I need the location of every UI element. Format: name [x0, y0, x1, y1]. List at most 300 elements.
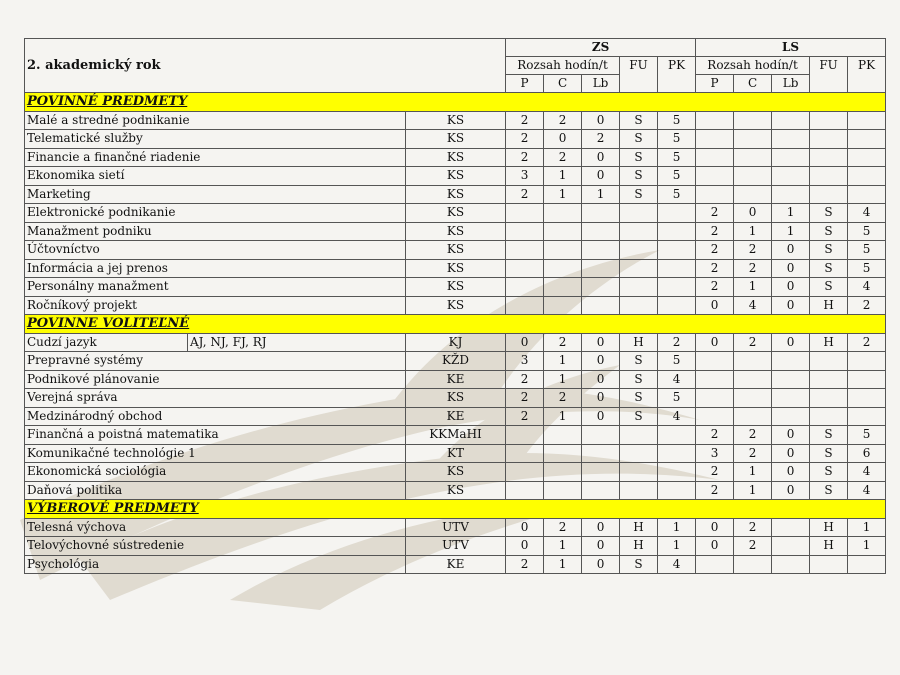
zs-lb-cell: 0: [582, 148, 620, 167]
department-code: KŽD: [406, 352, 506, 371]
ls-p-cell: [696, 407, 734, 426]
ls-pk-cell: [848, 352, 886, 371]
zs-p-header: P: [506, 75, 544, 93]
zs-c-cell: [544, 222, 582, 241]
ls-c-cell: 1: [734, 278, 772, 297]
ls-fu-cell: [810, 185, 848, 204]
course-name: Telesná výchova: [25, 518, 406, 537]
table-row: [25, 259, 886, 278]
ls-fu-cell: H: [810, 296, 848, 315]
zs-c-cell: 1: [544, 185, 582, 204]
zs-fu-cell: S: [620, 185, 658, 204]
ls-p-cell: 2: [696, 222, 734, 241]
zs-c-cell: 1: [544, 537, 582, 556]
ls-lb-cell: [772, 537, 810, 556]
section-header-row: [25, 500, 886, 519]
course-name: Malé a stredné podnikanie: [25, 111, 406, 130]
zs-c-cell: [544, 426, 582, 445]
course-name: Finančná a poistná matematika: [25, 426, 406, 445]
zs-pk-cell: [658, 241, 696, 260]
zs-header: ZS: [506, 39, 696, 57]
zs-fu-cell: [620, 296, 658, 315]
zs-c-cell: [544, 481, 582, 500]
course-name: Financie a finančné riadenie: [25, 148, 406, 167]
ls-p-cell: [696, 148, 734, 167]
course-name: Podnikové plánovanie: [25, 370, 406, 389]
zs-p-cell: 0: [506, 537, 544, 556]
ls-pk-cell: [848, 167, 886, 186]
ls-fu-header: FU: [810, 57, 848, 93]
zs-lb-cell: [582, 259, 620, 278]
zs-fu-cell: [620, 463, 658, 482]
zs-fu-cell: S: [620, 130, 658, 149]
ls-lb-cell: [772, 167, 810, 186]
ls-fu-cell: S: [810, 222, 848, 241]
department-code: KE: [406, 407, 506, 426]
department-code: KS: [406, 278, 506, 297]
zs-fu-cell: [620, 444, 658, 463]
zs-c-cell: 1: [544, 407, 582, 426]
ls-lb-cell: [772, 518, 810, 537]
zs-pk-cell: 5: [658, 167, 696, 186]
ls-fu-cell: [810, 370, 848, 389]
zs-fu-cell: S: [620, 389, 658, 408]
ls-pk-cell: [848, 185, 886, 204]
ls-pk-cell: 4: [848, 204, 886, 223]
course-name: Personálny manažment: [25, 278, 406, 297]
zs-lb-cell: [582, 296, 620, 315]
ls-lb-cell: [772, 148, 810, 167]
ls-lb-cell: 0: [772, 296, 810, 315]
zs-fu-header: FU: [620, 57, 658, 93]
course-name: Elektronické podnikanie: [25, 204, 406, 223]
ls-c-cell: 4: [734, 296, 772, 315]
zs-pk-cell: [658, 481, 696, 500]
ls-p-cell: 2: [696, 241, 734, 260]
ls-c-cell: [734, 555, 772, 574]
zs-c-cell: 2: [544, 148, 582, 167]
course-name: Verejná správa: [25, 389, 406, 408]
course-name: Manažment podniku: [25, 222, 406, 241]
ls-pk-cell: 5: [848, 222, 886, 241]
ls-p-cell: [696, 185, 734, 204]
zs-c-cell: 2: [544, 111, 582, 130]
ls-lb-cell: 0: [772, 444, 810, 463]
zs-pk-cell: 1: [658, 537, 696, 556]
course-name: Ekonomická sociológia: [25, 463, 406, 482]
department-code: KS: [406, 111, 506, 130]
ls-p-cell: [696, 370, 734, 389]
table-row: [25, 278, 886, 297]
zs-pk-cell: 4: [658, 555, 696, 574]
department-code: KS: [406, 241, 506, 260]
table-row: [25, 407, 886, 426]
ls-pk-cell: [848, 389, 886, 408]
zs-p-cell: [506, 204, 544, 223]
zs-p-cell: 2: [506, 111, 544, 130]
zs-lb-cell: 0: [582, 389, 620, 408]
ls-c-header: C: [734, 75, 772, 93]
ls-fu-cell: [810, 555, 848, 574]
table-row: [25, 111, 886, 130]
ls-c-cell: 2: [734, 241, 772, 260]
zs-p-cell: [506, 259, 544, 278]
zs-p-cell: 2: [506, 185, 544, 204]
zs-c-cell: [544, 259, 582, 278]
zs-lb-cell: [582, 444, 620, 463]
ls-fu-cell: S: [810, 481, 848, 500]
ls-fu-cell: H: [810, 518, 848, 537]
course-name: Medzinárodný obchod: [25, 407, 406, 426]
zs-pk-header: PK: [658, 57, 696, 93]
zs-pk-cell: [658, 463, 696, 482]
zs-fu-cell: S: [620, 352, 658, 371]
section-title: VÝBEROVÉ PREDMETY: [25, 500, 886, 519]
course-name: Ročníkový projekt: [25, 296, 406, 315]
table-row: [25, 370, 886, 389]
ls-p-cell: [696, 555, 734, 574]
ls-c-cell: 2: [734, 426, 772, 445]
zs-c-cell: 2: [544, 389, 582, 408]
ls-pk-cell: 4: [848, 463, 886, 482]
ls-pk-cell: [848, 148, 886, 167]
ls-fu-cell: [810, 111, 848, 130]
ls-c-cell: 2: [734, 518, 772, 537]
zs-fu-cell: H: [620, 537, 658, 556]
zs-fu-cell: [620, 259, 658, 278]
zs-fu-cell: S: [620, 167, 658, 186]
zs-fu-cell: S: [620, 407, 658, 426]
zs-fu-cell: [620, 241, 658, 260]
course-name: Prepravné systémy: [25, 352, 406, 371]
ls-c-cell: 2: [734, 333, 772, 352]
ls-pk-cell: 5: [848, 241, 886, 260]
ls-c-cell: [734, 167, 772, 186]
zs-p-cell: [506, 278, 544, 297]
ls-p-cell: 2: [696, 463, 734, 482]
zs-p-cell: 0: [506, 333, 544, 352]
zs-lb-cell: [582, 204, 620, 223]
ls-p-cell: 0: [696, 518, 734, 537]
zs-c-cell: [544, 444, 582, 463]
zs-p-cell: 3: [506, 352, 544, 371]
ls-fu-cell: S: [810, 204, 848, 223]
course-name: Daňová politika: [25, 481, 406, 500]
course-name: Telovýchovné sústredenie: [25, 537, 406, 556]
table-row: [25, 167, 886, 186]
section-title: POVINNE VOLITEĽNÉ: [25, 315, 886, 334]
department-code: KS: [406, 463, 506, 482]
zs-c-cell: [544, 204, 582, 223]
ls-fu-cell: S: [810, 463, 848, 482]
zs-p-cell: [506, 296, 544, 315]
department-code: KKMaHI: [406, 426, 506, 445]
ls-pk-cell: 5: [848, 259, 886, 278]
table-row: [25, 333, 886, 352]
table-row: [25, 537, 886, 556]
zs-lb-header: Lb: [582, 75, 620, 93]
page-title: 2. akademický rok: [25, 39, 506, 93]
ls-p-cell: 2: [696, 426, 734, 445]
table-row: [25, 204, 886, 223]
ls-fu-cell: [810, 407, 848, 426]
course-subtitle: AJ, NJ, FJ, RJ: [188, 333, 406, 352]
ls-fu-cell: H: [810, 537, 848, 556]
department-code: KS: [406, 130, 506, 149]
department-code: UTV: [406, 537, 506, 556]
ls-c-cell: 2: [734, 537, 772, 556]
zs-p-cell: [506, 444, 544, 463]
course-name: Cudzí jazyk: [25, 333, 188, 352]
zs-pk-cell: [658, 444, 696, 463]
ls-lb-cell: [772, 130, 810, 149]
zs-pk-cell: 5: [658, 352, 696, 371]
ls-rozsah-header: Rozsah hodín/t: [696, 57, 810, 75]
zs-p-cell: [506, 463, 544, 482]
department-code: KS: [406, 148, 506, 167]
table-row: [25, 148, 886, 167]
zs-p-cell: 2: [506, 130, 544, 149]
ls-fu-cell: [810, 130, 848, 149]
ls-fu-cell: S: [810, 426, 848, 445]
zs-lb-cell: [582, 463, 620, 482]
zs-p-cell: 0: [506, 518, 544, 537]
zs-p-cell: [506, 222, 544, 241]
ls-pk-cell: 1: [848, 518, 886, 537]
ls-pk-cell: [848, 130, 886, 149]
ls-p-cell: [696, 352, 734, 371]
curriculum-table-container: [24, 38, 883, 574]
zs-p-cell: 2: [506, 148, 544, 167]
zs-pk-cell: [658, 222, 696, 241]
table-row: [25, 518, 886, 537]
zs-lb-cell: [582, 426, 620, 445]
ls-p-cell: 0: [696, 537, 734, 556]
table-row: [25, 463, 886, 482]
ls-c-cell: 1: [734, 222, 772, 241]
ls-pk-cell: 4: [848, 481, 886, 500]
zs-lb-cell: [582, 481, 620, 500]
ls-c-cell: [734, 130, 772, 149]
zs-fu-cell: [620, 222, 658, 241]
zs-pk-cell: [658, 426, 696, 445]
table-row: [25, 241, 886, 260]
ls-pk-cell: 5: [848, 426, 886, 445]
ls-c-cell: [734, 352, 772, 371]
ls-c-cell: [734, 185, 772, 204]
department-code: KE: [406, 370, 506, 389]
ls-p-cell: 3: [696, 444, 734, 463]
zs-pk-cell: 5: [658, 111, 696, 130]
ls-pk-cell: [848, 370, 886, 389]
ls-lb-cell: 0: [772, 426, 810, 445]
zs-c-cell: 2: [544, 518, 582, 537]
department-code: KS: [406, 167, 506, 186]
ls-lb-cell: [772, 185, 810, 204]
zs-c-cell: 1: [544, 370, 582, 389]
course-name: Účtovníctvo: [25, 241, 406, 260]
course-name: Marketing: [25, 185, 406, 204]
zs-p-cell: 2: [506, 370, 544, 389]
zs-fu-cell: [620, 481, 658, 500]
section-header-row: [25, 93, 886, 112]
zs-rozsah-header: Rozsah hodín/t: [506, 57, 620, 75]
zs-p-cell: 2: [506, 389, 544, 408]
ls-fu-cell: [810, 389, 848, 408]
zs-lb-cell: 2: [582, 130, 620, 149]
zs-c-cell: [544, 463, 582, 482]
ls-c-cell: [734, 111, 772, 130]
zs-lb-cell: 0: [582, 333, 620, 352]
zs-fu-cell: S: [620, 148, 658, 167]
curriculum-table: [24, 38, 886, 574]
ls-c-cell: 2: [734, 444, 772, 463]
department-code: KS: [406, 222, 506, 241]
ls-lb-cell: 0: [772, 259, 810, 278]
ls-lb-cell: [772, 352, 810, 371]
course-name: Komunikačné technológie 1: [25, 444, 406, 463]
zs-lb-cell: [582, 278, 620, 297]
ls-pk-cell: [848, 555, 886, 574]
zs-lb-cell: 0: [582, 518, 620, 537]
zs-p-cell: [506, 241, 544, 260]
zs-c-cell: 0: [544, 130, 582, 149]
ls-p-cell: [696, 130, 734, 149]
zs-lb-cell: 0: [582, 537, 620, 556]
ls-p-cell: [696, 389, 734, 408]
department-code: KJ: [406, 333, 506, 352]
ls-lb-cell: 0: [772, 481, 810, 500]
course-name: Ekonomika sietí: [25, 167, 406, 186]
ls-pk-cell: 2: [848, 296, 886, 315]
zs-c-cell: 1: [544, 352, 582, 371]
ls-p-cell: [696, 167, 734, 186]
zs-pk-cell: [658, 278, 696, 297]
department-code: KT: [406, 444, 506, 463]
ls-fu-cell: [810, 148, 848, 167]
zs-lb-cell: 0: [582, 111, 620, 130]
zs-c-cell: 1: [544, 167, 582, 186]
zs-p-cell: [506, 481, 544, 500]
ls-fu-cell: H: [810, 333, 848, 352]
zs-pk-cell: 5: [658, 130, 696, 149]
ls-p-cell: 2: [696, 278, 734, 297]
course-name: Informácia a jej prenos: [25, 259, 406, 278]
zs-p-cell: 2: [506, 407, 544, 426]
table-row: [25, 296, 886, 315]
ls-p-cell: 2: [696, 259, 734, 278]
zs-pk-cell: 4: [658, 407, 696, 426]
table-row: [25, 222, 886, 241]
department-code: KS: [406, 185, 506, 204]
zs-pk-cell: [658, 259, 696, 278]
zs-lb-cell: [582, 222, 620, 241]
ls-lb-cell: [772, 370, 810, 389]
ls-p-cell: 2: [696, 481, 734, 500]
ls-lb-cell: [772, 407, 810, 426]
department-code: KS: [406, 296, 506, 315]
zs-lb-cell: 0: [582, 352, 620, 371]
zs-lb-cell: [582, 241, 620, 260]
section-header-row: [25, 315, 886, 334]
ls-c-cell: 1: [734, 463, 772, 482]
ls-lb-cell: 0: [772, 278, 810, 297]
table-row: [25, 389, 886, 408]
ls-lb-cell: [772, 389, 810, 408]
zs-fu-cell: S: [620, 111, 658, 130]
zs-lb-cell: 0: [582, 407, 620, 426]
zs-fu-cell: [620, 426, 658, 445]
zs-fu-cell: H: [620, 333, 658, 352]
ls-c-cell: 1: [734, 481, 772, 500]
department-code: KS: [406, 481, 506, 500]
zs-lb-cell: 0: [582, 555, 620, 574]
zs-c-cell: 1: [544, 555, 582, 574]
zs-lb-cell: 1: [582, 185, 620, 204]
ls-lb-cell: 0: [772, 241, 810, 260]
ls-fu-cell: S: [810, 278, 848, 297]
ls-c-cell: 0: [734, 204, 772, 223]
ls-lb-cell: 1: [772, 222, 810, 241]
zs-lb-cell: 0: [582, 167, 620, 186]
zs-pk-cell: 5: [658, 185, 696, 204]
zs-pk-cell: 1: [658, 518, 696, 537]
ls-p-cell: [696, 111, 734, 130]
ls-c-cell: [734, 148, 772, 167]
department-code: KS: [406, 389, 506, 408]
ls-lb-cell: 0: [772, 463, 810, 482]
ls-fu-cell: S: [810, 241, 848, 260]
ls-pk-cell: 6: [848, 444, 886, 463]
zs-p-cell: [506, 426, 544, 445]
ls-lb-cell: [772, 111, 810, 130]
ls-lb-header: Lb: [772, 75, 810, 93]
ls-fu-cell: [810, 352, 848, 371]
table-row: [25, 426, 886, 445]
zs-pk-cell: 2: [658, 333, 696, 352]
zs-c-cell: 2: [544, 333, 582, 352]
ls-c-cell: 2: [734, 259, 772, 278]
zs-pk-cell: 4: [658, 370, 696, 389]
ls-pk-cell: 1: [848, 537, 886, 556]
ls-fu-cell: S: [810, 444, 848, 463]
ls-pk-cell: [848, 111, 886, 130]
zs-fu-cell: S: [620, 555, 658, 574]
table-row: [25, 130, 886, 149]
ls-header: LS: [696, 39, 886, 57]
department-code: KS: [406, 259, 506, 278]
zs-pk-cell: 5: [658, 389, 696, 408]
zs-fu-cell: S: [620, 370, 658, 389]
zs-pk-cell: 5: [658, 148, 696, 167]
ls-lb-cell: 1: [772, 204, 810, 223]
zs-fu-cell: [620, 204, 658, 223]
department-code: KE: [406, 555, 506, 574]
ls-pk-cell: 2: [848, 333, 886, 352]
zs-fu-cell: [620, 278, 658, 297]
zs-c-header: C: [544, 75, 582, 93]
zs-c-cell: [544, 241, 582, 260]
zs-lb-cell: 0: [582, 370, 620, 389]
zs-c-cell: [544, 296, 582, 315]
ls-fu-cell: S: [810, 259, 848, 278]
ls-pk-header: PK: [848, 57, 886, 93]
table-row: [25, 352, 886, 371]
table-row: [25, 185, 886, 204]
section-title: POVINNÉ PREDMETY: [25, 93, 886, 112]
course-name: Psychológia: [25, 555, 406, 574]
department-code: KS: [406, 204, 506, 223]
